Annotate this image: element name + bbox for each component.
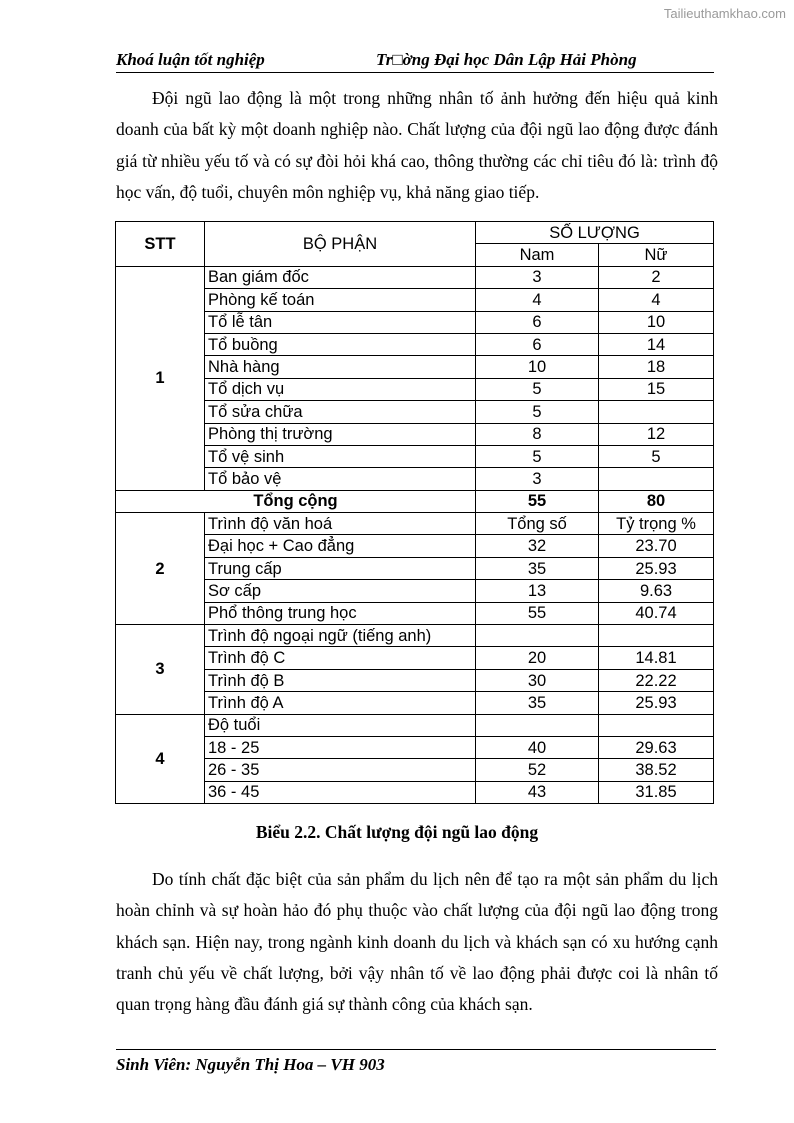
row-value-a: 13 — [476, 580, 599, 602]
header-department: BỘ PHẬN — [205, 222, 476, 267]
row-value-b: 31.85 — [599, 781, 714, 803]
table-row — [116, 602, 714, 624]
page-footer: Sinh Viên: Nguyễn Thị Hoa – VH 903 — [116, 1055, 385, 1074]
table-row — [116, 266, 714, 288]
table-row — [116, 580, 714, 602]
row-value-b: 9.63 — [599, 580, 714, 602]
row-value-b: 12 — [599, 423, 714, 445]
row-value-a: 5 — [476, 401, 599, 423]
header-female: Nữ — [599, 244, 714, 266]
row-label: Trình độ ngoại ngữ (tiếng anh) — [205, 625, 476, 647]
table-row — [116, 535, 714, 557]
row-label: Sơ cấp — [205, 580, 476, 602]
table-row — [116, 423, 714, 445]
page-header — [116, 48, 714, 73]
row-label: 36 - 45 — [205, 781, 476, 803]
labor-quality-table — [115, 221, 714, 804]
table-row — [116, 647, 714, 669]
row-value-b: 40.74 — [599, 602, 714, 624]
table-row — [116, 625, 714, 647]
header-quantity: SỐ LƯỢNG — [476, 222, 714, 244]
table-row — [116, 289, 714, 311]
row-value-b: 4 — [599, 289, 714, 311]
table-row — [116, 669, 714, 691]
row-value-b — [599, 714, 714, 736]
row-label: 26 - 35 — [205, 759, 476, 781]
watermark: Tailieuthamkhao.com — [663, 6, 786, 21]
row-value-a: 6 — [476, 311, 599, 333]
row-label: Độ tuổi — [205, 714, 476, 736]
row-label: Phòng thị trường — [205, 423, 476, 445]
table-row — [116, 557, 714, 579]
row-label: Nhà hàng — [205, 356, 476, 378]
row-label: Phổ thông trung học — [205, 602, 476, 624]
table-row — [116, 333, 714, 355]
row-label: Đại học + Cao đẳng — [205, 535, 476, 557]
row-label: Phòng kế toán — [205, 289, 476, 311]
row-value-a: 6 — [476, 333, 599, 355]
row-value-a: 10 — [476, 356, 599, 378]
table-row — [116, 445, 714, 467]
row-label: Trung cấp — [205, 557, 476, 579]
row-value-a: 35 — [476, 692, 599, 714]
row-value-b: 18 — [599, 356, 714, 378]
row-label: Tổ dịch vụ — [205, 378, 476, 400]
row-value-a: Tổng số — [476, 513, 599, 535]
row-value-a: 32 — [476, 535, 599, 557]
body-paragraph-text: Do tính chất đặc biệt của sản phẩm du lịch nên để tạo ra một sản phẩm du lịch hoàn chỉnh và sự hoàn hảo đó phụ thuộc vào chất lượng của đội ngũ lao động trong khách sạn. Hiện nay, trong ngành kinh doanh du lịch và khách sạn có xu hướng cạnh tranh chủ yếu về chất lượng, bởi vậy nhân tố về lao động phải được coi là nhân tố quan trọng hàng đầu đánh giá sự thành công của khách sạn. — [116, 869, 718, 1015]
row-label: Trình độ B — [205, 669, 476, 691]
table-row — [116, 468, 714, 490]
table-row — [116, 401, 714, 423]
row-value-b: 2 — [599, 266, 714, 288]
row-label: Tổ bảo vệ — [205, 468, 476, 490]
row-value-b: 14.81 — [599, 647, 714, 669]
row-value-a: 5 — [476, 378, 599, 400]
row-value-a: 3 — [476, 468, 599, 490]
row-label: Tổ lễ tân — [205, 311, 476, 333]
row-label: Tổ vệ sinh — [205, 445, 476, 467]
group-number: 4 — [116, 714, 205, 804]
group-number: 2 — [116, 513, 205, 625]
header-thesis-title: Khoá luận tốt nghiệp — [116, 50, 265, 69]
group-number: 1 — [116, 266, 205, 490]
table-row — [116, 692, 714, 714]
row-label: Trình độ C — [205, 647, 476, 669]
table-row — [116, 378, 714, 400]
row-value-a: 20 — [476, 647, 599, 669]
row-value-a: 35 — [476, 557, 599, 579]
table-row — [116, 356, 714, 378]
row-value-a: 4 — [476, 289, 599, 311]
row-label: Trình độ văn hoá — [205, 513, 476, 535]
row-value-a: 3 — [476, 266, 599, 288]
header-university: Tr□ờng Đại học Dân Lập Hải Phòng — [376, 50, 637, 69]
header-stt: STT — [116, 222, 205, 267]
row-value-a: 40 — [476, 736, 599, 758]
group-number: 3 — [116, 625, 205, 715]
row-value-b: Tỷ trọng % — [599, 513, 714, 535]
row-value-b — [599, 625, 714, 647]
row-value-a — [476, 625, 599, 647]
row-value-b: 10 — [599, 311, 714, 333]
total-label: Tổng cộng — [116, 490, 476, 512]
header-male: Nam — [476, 244, 599, 266]
table-row — [116, 513, 714, 535]
table-caption: Biểu 2.2. Chất lượng đội ngũ lao động — [255, 822, 539, 842]
row-value-a: 55 — [476, 602, 599, 624]
row-value-b: 14 — [599, 333, 714, 355]
table-row — [116, 759, 714, 781]
row-value-b: 15 — [599, 378, 714, 400]
row-value-b: 25.93 — [599, 692, 714, 714]
intro-paragraph — [116, 83, 718, 208]
row-label: Tổ sửa chữa — [205, 401, 476, 423]
row-label: 18 - 25 — [205, 736, 476, 758]
row-label: Trình độ A — [205, 692, 476, 714]
row-value-a: 30 — [476, 669, 599, 691]
row-value-b — [599, 468, 714, 490]
row-value-b: 5 — [599, 445, 714, 467]
row-value-a: 52 — [476, 759, 599, 781]
intro-paragraph-text: Đội ngũ lao động là một trong những nhân tố ảnh hưởng đến hiệu quả kinh doanh của bất kỳ một doanh nghiệp nào. Chất lượng của đội ngũ lao động được đánh giá từ nhiều yếu tố và có sự đòi hỏi khá cao, thông thường các chỉ tiêu đó là: trình độ học vấn, độ tuổi, chuyên môn nghiệp vụ, khả năng giao tiếp. — [116, 88, 718, 202]
row-value-b: 22.22 — [599, 669, 714, 691]
row-label: Tổ buồng — [205, 333, 476, 355]
row-value-a: 8 — [476, 423, 599, 445]
row-value-a: 5 — [476, 445, 599, 467]
total-male: 55 — [476, 490, 599, 512]
row-value-b: 25.93 — [599, 557, 714, 579]
row-value-b — [599, 401, 714, 423]
total-row — [116, 490, 714, 512]
body-paragraph — [116, 864, 718, 1020]
row-value-b: 23.70 — [599, 535, 714, 557]
row-label: Ban giám đốc — [205, 266, 476, 288]
total-female: 80 — [599, 490, 714, 512]
table-row — [116, 714, 714, 736]
table-row — [116, 736, 714, 758]
row-value-a: 43 — [476, 781, 599, 803]
row-value-b: 38.52 — [599, 759, 714, 781]
table-row — [116, 311, 714, 333]
table-row — [116, 781, 714, 803]
row-value-a — [476, 714, 599, 736]
footer-divider — [116, 1049, 716, 1050]
row-value-b: 29.63 — [599, 736, 714, 758]
